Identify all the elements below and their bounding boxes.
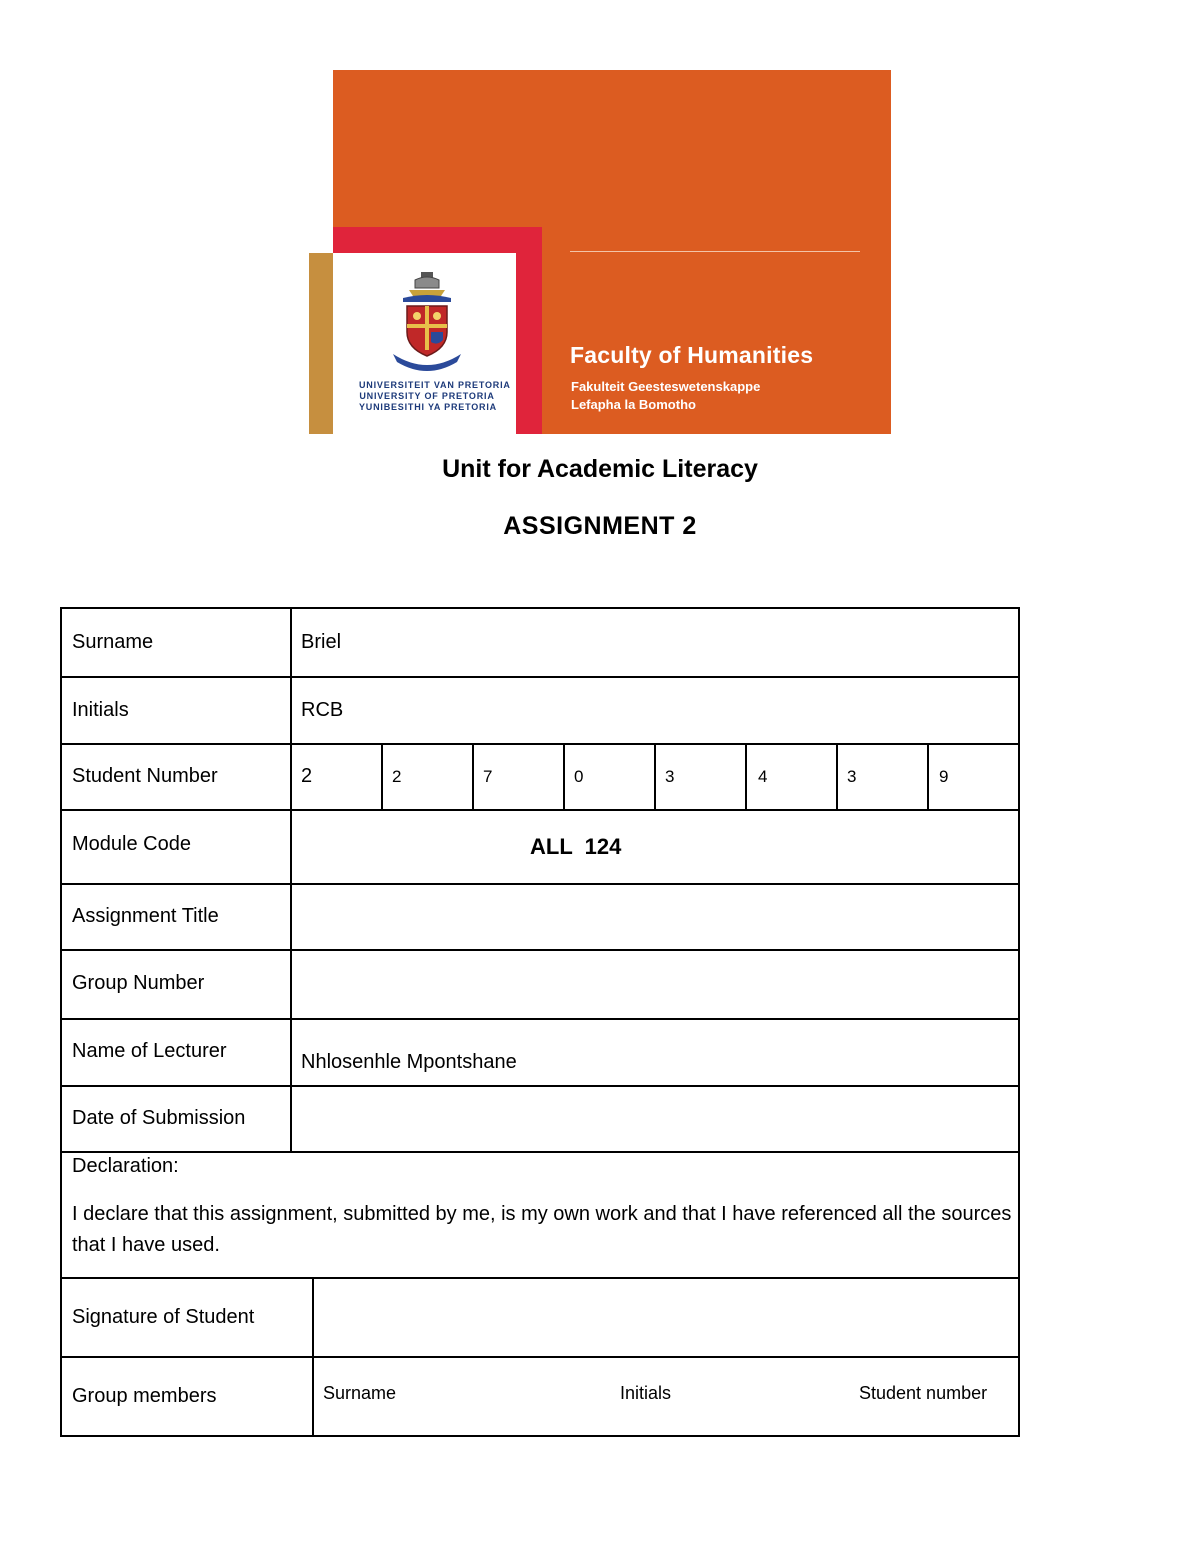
student-number-digit[interactable]: 2 xyxy=(301,765,313,787)
group-members-initials-column: Initials xyxy=(620,1383,672,1403)
module-code-label: Module Code xyxy=(72,833,191,855)
lecturer-field[interactable]: Nhlosenhle Mpontshane xyxy=(301,1051,517,1073)
student-number-digit[interactable]: 9 xyxy=(939,767,949,786)
university-name-english: UNIVERSITY OF PRETORIA xyxy=(359,391,495,401)
unit-title: Unit for Academic Literacy xyxy=(442,455,758,483)
row-divider xyxy=(62,1356,1018,1358)
student-number-digit[interactable]: 3 xyxy=(665,767,675,786)
signature-label: Signature of Student xyxy=(72,1306,255,1328)
group-members-student-number-column: Student number xyxy=(859,1383,988,1403)
declaration-text: I declare that this assignment, submitted by me, is my own work and that I have referenced all the sources that I have used. xyxy=(72,1203,1012,1256)
student-number-digit[interactable]: 3 xyxy=(847,767,857,786)
column-divider xyxy=(312,1277,314,1437)
row-divider xyxy=(62,1018,1018,1020)
digit-divider xyxy=(472,743,474,811)
row-divider xyxy=(62,1277,1018,1279)
row-divider xyxy=(62,676,1018,678)
surname-label: Surname xyxy=(72,631,154,653)
column-divider xyxy=(290,609,292,1153)
student-number-digit[interactable]: 4 xyxy=(758,767,768,786)
university-name-sepedi: YUNIBESITHI YA PRETORIA xyxy=(359,402,497,412)
module-code-field[interactable]: ALL 124 xyxy=(530,834,622,859)
assignment-title-heading: ASSIGNMENT 2 xyxy=(503,512,697,540)
lecturer-label: Name of Lecturer xyxy=(72,1040,227,1062)
group-members-label: Group members xyxy=(72,1385,217,1407)
banner-divider xyxy=(570,251,860,252)
digit-divider xyxy=(563,743,565,811)
group-number-label: Group Number xyxy=(72,972,205,994)
digit-divider xyxy=(381,743,383,811)
faculty-subtitle-afrikaans: Fakulteit Geesteswetenskappe xyxy=(571,379,761,394)
university-crest-icon xyxy=(393,270,461,374)
student-number-digit[interactable]: 2 xyxy=(392,767,402,786)
student-number-label: Student Number xyxy=(72,765,218,787)
row-divider xyxy=(62,949,1018,951)
initials-label: Initials xyxy=(72,699,129,721)
row-divider xyxy=(62,1151,1018,1153)
group-members-surname-column: Surname xyxy=(323,1383,397,1403)
assignment-cover-form xyxy=(60,607,1020,1437)
initials-field[interactable]: RCB xyxy=(301,699,344,721)
university-name-afrikaans: UNIVERSITEIT VAN PRETORIA xyxy=(359,380,511,390)
surname-field[interactable]: Briel xyxy=(301,631,342,653)
digit-divider xyxy=(927,743,929,811)
row-divider xyxy=(62,809,1018,811)
digit-divider xyxy=(745,743,747,811)
faculty-title: Faculty of Humanities xyxy=(570,342,814,368)
declaration-heading: Declaration: xyxy=(72,1155,179,1177)
date-of-submission-label: Date of Submission xyxy=(72,1107,246,1129)
faculty-banner xyxy=(309,70,891,434)
digit-divider xyxy=(836,743,838,811)
student-number-digit[interactable]: 0 xyxy=(574,767,584,786)
assignment-title-label: Assignment Title xyxy=(72,905,219,927)
row-divider xyxy=(62,1085,1018,1087)
row-divider xyxy=(62,743,1018,745)
banner-gold-strip xyxy=(309,253,333,434)
row-divider xyxy=(62,883,1018,885)
digit-divider xyxy=(654,743,656,811)
student-number-digit[interactable]: 7 xyxy=(483,767,493,786)
faculty-subtitle-sepedi: Lefapha la Bomotho xyxy=(571,397,696,412)
